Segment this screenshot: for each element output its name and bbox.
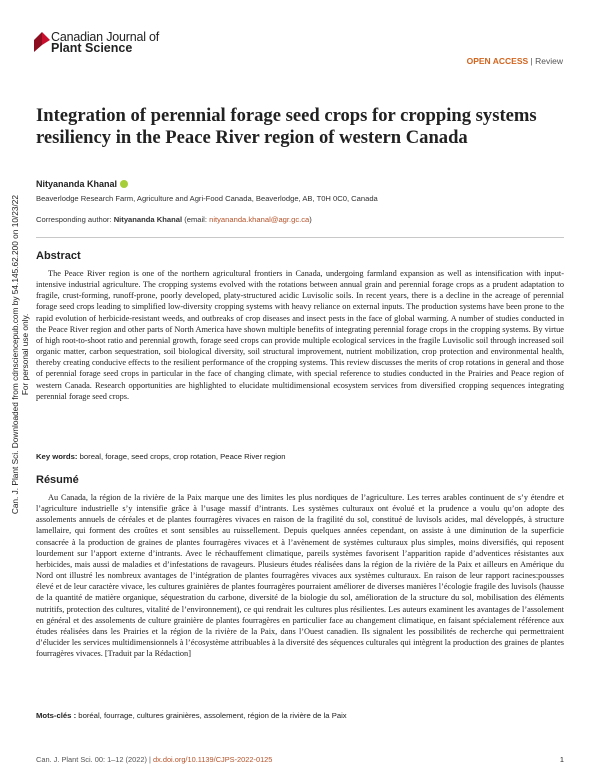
journal-name-line1: Canadian Journal of	[51, 30, 160, 44]
citation: Can. J. Plant Sci. 00: 1–12 (2022) |	[36, 755, 151, 764]
mots-cles-label: Mots-clés :	[36, 711, 77, 720]
abstract-text: The Peace River region is one of the northern agricultural frontiers in Canada, undergoing farmland expansion as well as intensification with input-intensive industrial agriculture. The cropping systems evolved with the rotations between annual grain and perennial forage crops as a prudent adaptation to fragile, crust-forming, runoff-prone, poorly developed, platy-structured acidic Luvisolic soils. In recent years, there is a decline in the acreage of perennial forage seed crops leading to simplified low-diversity cropping systems with heavy reliance on external inputs. The production systems have been prone to the rapid evolution of herbicide-resistant weeds, and outbreaks of crop diseases and insect pests in the face of global warming. A number of studies conducted in the Peace River region and other parts of North America have shown multiple benefits of integrating perennial forage crops in the cropping systems. By virtue of high root-to-shoot ratio and perennial growth, forage seed crops can provide multiple ecological services in the fragile Luvisolic soil through increased soil organic matter, carbon sequestration, soil biological diversity, soil structural improvement, nutrient mobilization, crop protection and environmental health, thereby creating conducive effects to the resilient performance of the cropping systems. This review discusses the merits of crop rotations in general and those of perennial forage seed crops in particular in the face of changing climate, with special reference to studies conducted in the Prairies and Peace region of western Canada. Research opportunities are highlighted to elucidate multidimensional ecosystem services from diversified cropping sequences integrating perennial forage seed crops.	[36, 269, 564, 401]
author-name[interactable]: Nityananda Khanal	[36, 179, 118, 189]
page-footer	[36, 755, 564, 764]
doi-link[interactable]: dx.doi.org/10.1139/CJPS-2022-0125	[152, 755, 273, 764]
resume-text: Au Canada, la région de la rivière de la Paix marque une des limites les plus nordiques de l’agriculture. Les terres arables continuent de s’y étendre et l’agriculture industrielle s’y intensifie grâce à l’usage massif d’intrants. Les systèmes culturaux ont évolué et la prudence a voulu qu’on adopte des assolements annuels de céréales et de plantes fourragères vivaces en raison de la fragilité du sol, constitué de luvisols acides, mal développés, à structure lamellaire, qui forment des croûtes et sont sensibles au ruissellement. Depuis quelques années cependant, on assiste à une diminution de la superficie consacrée à la production de graines de plantes fourragères vivaces et à l’avènement de systèmes culturaux plus simples, moins diversifiés, qui reposent lourdement sur l’apport externe d’intrants. Avec le réchauffement climatique, pareils systèmes favorisent l’apparition rapide d’adventices résistantes aux herbicides, mais aussi de maladies et d’infestations de ravageurs. Plusieurs études réalisées dans la région de la rivière de la Paix et ailleurs en Amérique du Nord ont illustré les nombreux avantages de l’intégration de plantes fourragères vivaces aux systèmes culturaux. En raison de leur rapport racines:pousses élevé et de leur caractère vivace, les cultures grainières de plantes fourragères pourraient améliorer de diverses manières l’écologie fragile des luvisols (hausse de la quantité de matière organique, séquestration du carbone, diversité de la biologie du sol, amélioration de la structure du sol, mobilisation des éléments nutritifs, protection des cultures, vitalité de l’environnement), ce qui rendrait les cultures plus résilientes. Les auteurs examinent les avantages de l’assolement en général et des assolements de culture grainière de plantes fourragères en particulier face au changement climatique, en faisant spécialement référence aux études réalisées dans les Prairies et la région de la rivière de la Paix, dans l’Ouest canadien. Ils signalent les possibilités de recherche qui permettraient d’élucider les services multidimensionnels à l’écosystème attribuables à la diversité des séquences culturales qui intègrent la production des graines de plantes fourragères vivaces. [Traduit par la Rédaction]	[36, 493, 564, 659]
author-line	[36, 179, 564, 189]
divider-top	[36, 237, 564, 238]
corresponding-label: Corresponding author:	[36, 215, 112, 224]
keywords-label: Key words:	[36, 452, 78, 461]
article-type-label: Review	[535, 56, 563, 66]
orcid-icon[interactable]	[120, 180, 128, 188]
maple-leaf-icon	[34, 32, 50, 52]
journal-logo[interactable]	[34, 32, 159, 54]
corresponding-name: Nityananda Khanal	[113, 215, 183, 224]
mots-cles-text: boréal, fourrage, cultures grainières, assolement, région de la rivière de la Paix	[78, 711, 347, 720]
article-title: Integration of perennial forage seed crops for cropping systems resiliency in the Peace River region of western Canada	[36, 105, 537, 148]
download-notice-line2: For personal use only.	[20, 313, 30, 396]
page-number: 1	[559, 755, 564, 764]
email-link[interactable]: nityananda.khanal@agr.gc.ca	[209, 215, 310, 224]
email-label: (email:	[184, 215, 207, 224]
download-notice-line1: Can. J. Plant Sci. Downloaded from cdnsciencepub.com by 54.145.62.200 on 10/23/22	[10, 195, 20, 515]
abstract-heading: Abstract	[36, 250, 81, 262]
access-separator: |	[530, 56, 533, 66]
corresponding-author	[36, 215, 564, 224]
email-close: )	[309, 215, 312, 224]
download-notice	[10, 195, 30, 514]
open-access-badge[interactable]: OPEN ACCESS	[466, 56, 529, 66]
journal-name-line2: Plant Science	[51, 41, 133, 55]
resume-heading: Résumé	[36, 474, 79, 486]
keywords-text: boreal, forage, seed crops, crop rotation, Peace River region	[79, 452, 286, 461]
article-type	[467, 56, 563, 66]
mots-cles	[36, 711, 564, 720]
affiliation: Beaverlodge Research Farm, Agriculture and Agri-Food Canada, Beaverlodge, AB, T0H 0C0, Canada	[36, 194, 378, 203]
keywords	[36, 452, 564, 461]
